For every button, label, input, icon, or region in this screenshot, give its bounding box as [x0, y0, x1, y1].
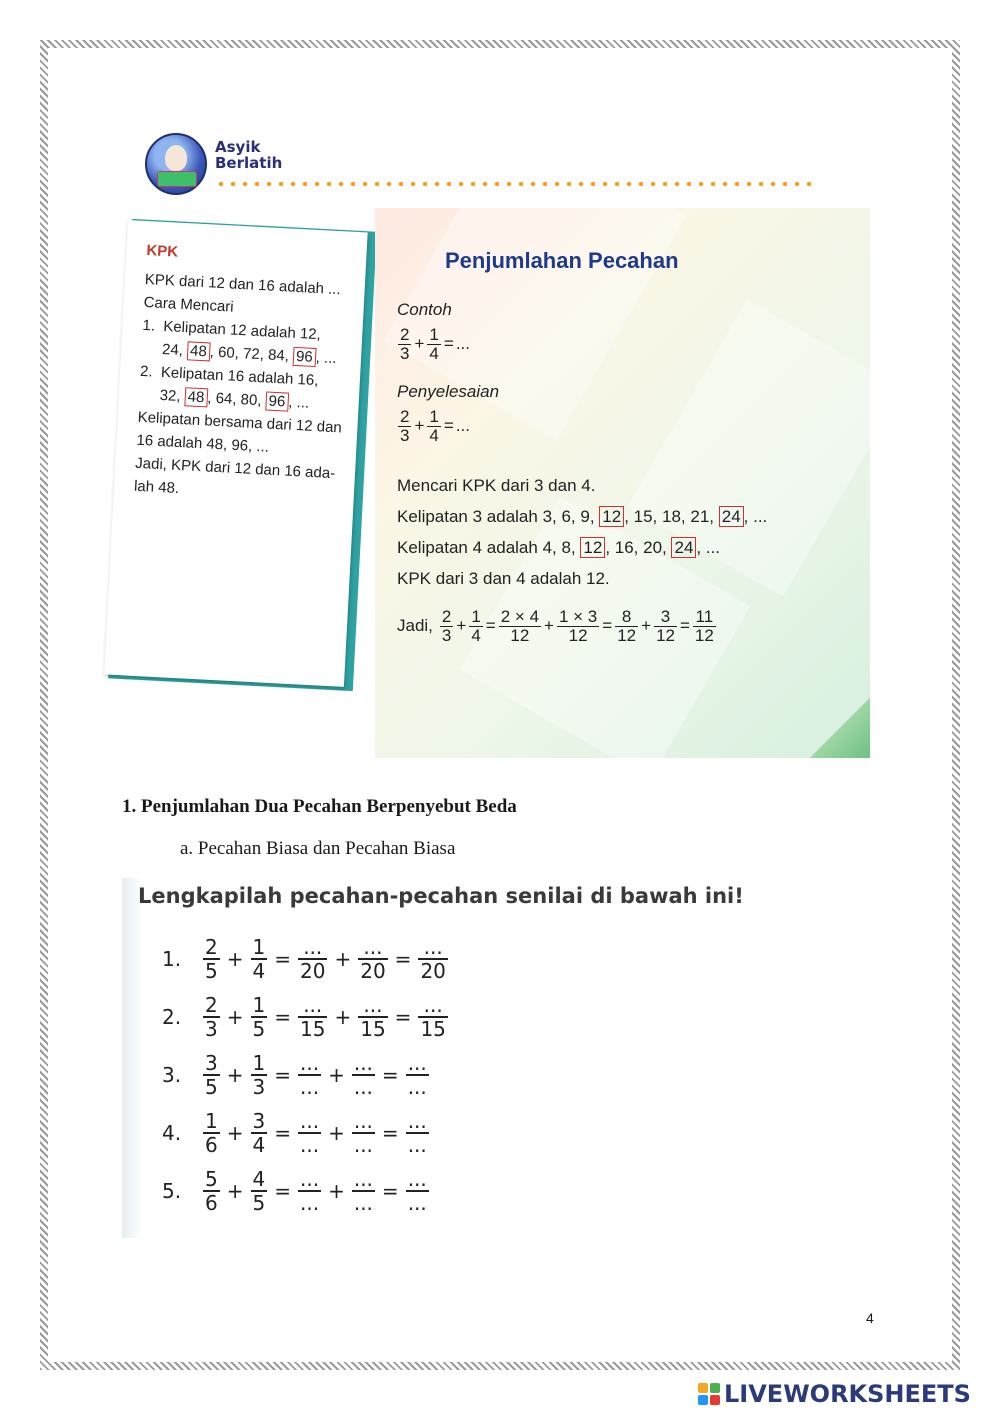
exercise-number: 1. — [162, 947, 182, 971]
answer-fraction-blank[interactable]: $\frac{...}{...}$ — [407, 1167, 427, 1215]
answer-fraction-blank[interactable]: $\frac{...}{...}$ — [300, 1167, 320, 1215]
example-solution-expression: $\frac{2}{3}$ + $\frac{1}{4}$ = ... — [400, 406, 470, 445]
kpk-question: KPK dari 12 dan 16 adalah ... — [144, 270, 342, 299]
multiples-of-4: Kelipatan 4 adalah 4, 8, 12 , 16, 20, 24 , ... — [397, 538, 721, 557]
kpk-common-multiples: Kelipatan bersama dari 12 dan 16 adalah 48, 96, ... — [136, 408, 343, 456]
kpk-item-1: 1. Kelipatan 12 adalah 12, 24, 48 , 60, 72, 84, 96 , ... — [142, 316, 337, 368]
example-title: Penjumlahan Pecahan — [445, 248, 679, 273]
given-fraction: $\frac{5}{6}$ — [205, 1167, 218, 1215]
highlight-box: 48 — [184, 387, 208, 407]
highlight-box: 12 — [580, 537, 605, 558]
answer-fraction-blank[interactable]: $\frac{...}{15}$ — [300, 993, 326, 1041]
page-number: 4 — [866, 1310, 874, 1326]
exercise-title: Lengkapilah pecahan-pecahan senilai di bawah ini! — [138, 884, 744, 908]
multiples-of-3: Kelipatan 3 adalah 3, 6, 9, 12 , 15, 18, 21, 24 , ... — [397, 507, 768, 526]
highlight-box: 96 — [265, 391, 289, 411]
example-panel — [375, 208, 870, 758]
exercise-panel — [122, 878, 832, 1238]
contoh-label: Contoh — [397, 300, 452, 319]
highlight-box: 96 — [293, 347, 317, 367]
answer-fraction-blank[interactable]: $\frac{...}{15}$ — [420, 993, 446, 1041]
example-question-expression: $\frac{2}{3}$ + $\frac{1}{4}$ = ... — [400, 324, 470, 363]
highlight-box: 48 — [187, 341, 211, 361]
answer-fraction-blank[interactable]: $\frac{...}{...}$ — [353, 1051, 373, 1099]
given-fraction: $\frac{1}{6}$ — [205, 1109, 218, 1157]
penyelesaian-label: Penyelesaian — [397, 382, 500, 401]
given-fraction: $\frac{4}{5}$ — [252, 1167, 266, 1215]
exercise-number: 3. — [162, 1063, 182, 1087]
liveworksheets-logo — [698, 1380, 971, 1408]
exercise-row: 1. $\frac{2}{5}$ + $\frac{1}{4}$ = $\frac{...}{20}$ + $\frac{...}{20}$ = $\frac{...}{20}$ — [162, 935, 446, 983]
given-fraction: $\frac{2}{5}$ — [205, 935, 218, 983]
kpk-search-line: Mencari KPK dari 3 dan 4. — [397, 476, 596, 495]
exercise-number: 5. — [162, 1179, 182, 1203]
exercise-list — [162, 930, 449, 1220]
exercise-row: 2. $\frac{2}{3}$ + $\frac{1}{5}$ = $\frac{...}{15}$ + $\frac{...}{15}$ = $\frac{...}{15}$ — [162, 993, 446, 1041]
final-result-expression: Jadi, $\frac{2}{3}$ + $\frac{1}{4}$ = $\frac{2 \times 4}{12}$ + $\frac{1 \times 3}{12}$ = $\frac{8}{12}$ + $\frac{3}{12}$ = $\frac{11}{12}$ — [397, 606, 714, 645]
given-fraction: $\frac{2}{3}$ — [205, 993, 218, 1041]
highlight-box: 24 — [719, 506, 744, 527]
header-title: Asyik Berlatih — [215, 138, 283, 172]
answer-fraction-blank[interactable]: $\frac{...}{20}$ — [360, 935, 386, 983]
given-fraction: $\frac{3}{5}$ — [205, 1051, 218, 1099]
highlight-box: 24 — [671, 537, 696, 558]
answer-fraction-blank[interactable]: $\frac{...}{20}$ — [300, 935, 326, 983]
kpk-result: KPK dari 3 dan 4 adalah 12. — [397, 569, 610, 588]
exercise-number: 2. — [162, 1005, 182, 1029]
mascot-badge-icon — [145, 133, 207, 195]
kpk-title: KPK — [145, 242, 179, 261]
answer-fraction-blank[interactable]: $\frac{...}{...}$ — [300, 1109, 320, 1157]
answer-fraction-blank[interactable]: $\frac{...}{20}$ — [420, 935, 446, 983]
highlight-box: 12 — [599, 506, 624, 527]
answer-fraction-blank[interactable]: $\frac{...}{...}$ — [353, 1109, 373, 1157]
answer-fraction-blank[interactable]: $\frac{...}{...}$ — [407, 1109, 427, 1157]
kpk-item-2: 2. Kelipatan 16 adalah 16, 32, 48 , 64, 80, 96 , ... — [139, 362, 319, 412]
answer-fraction-blank[interactable]: $\frac{...}{...}$ — [300, 1051, 320, 1099]
liveworksheets-logo-text: LIVEWORKSHEETS — [724, 1380, 971, 1408]
kpk-method-label: Cara Mencari — [143, 293, 235, 316]
exercise-row: 4. $\frac{1}{6}$ + $\frac{3}{4}$ = $\frac{...}{...}$ + $\frac{...}{...}$ = $\frac{...}{...}$ — [162, 1109, 427, 1157]
liveworksheets-logo-icon — [698, 1383, 720, 1405]
given-fraction: $\frac{3}{4}$ — [252, 1109, 266, 1157]
section-subheading: a. Pecahan Biasa dan Pecahan Biasa — [180, 838, 456, 859]
section-heading: 1. Penjumlahan Dua Pecahan Berpenyebut Beda — [122, 796, 517, 817]
given-fraction: $\frac{1}{4}$ — [252, 935, 266, 983]
exercise-row: 5. $\frac{5}{6}$ + $\frac{4}{5}$ = $\frac{...}{...}$ + $\frac{...}{...}$ = $\frac{...}{...}$ — [162, 1167, 427, 1215]
exercise-number: 4. — [162, 1121, 182, 1145]
answer-fraction-blank[interactable]: $\frac{...}{...}$ — [407, 1051, 427, 1099]
answer-fraction-blank[interactable]: $\frac{...}{...}$ — [353, 1167, 373, 1215]
kpk-conclusion: Jadi, KPK dari 12 dan 16 ada- lah 48. — [133, 454, 336, 498]
page-curl-decoration — [800, 688, 870, 758]
dotted-divider — [215, 181, 815, 187]
exercise-row: 3. $\frac{3}{5}$ + $\frac{1}{3}$ = $\frac{...}{...}$ + $\frac{...}{...}$ = $\frac{...}{...}$ — [162, 1051, 427, 1099]
kpk-card — [104, 220, 367, 687]
given-fraction: $\frac{1}{3}$ — [252, 1051, 266, 1099]
answer-fraction-blank[interactable]: $\frac{...}{15}$ — [360, 993, 386, 1041]
given-fraction: $\frac{1}{5}$ — [252, 993, 266, 1041]
